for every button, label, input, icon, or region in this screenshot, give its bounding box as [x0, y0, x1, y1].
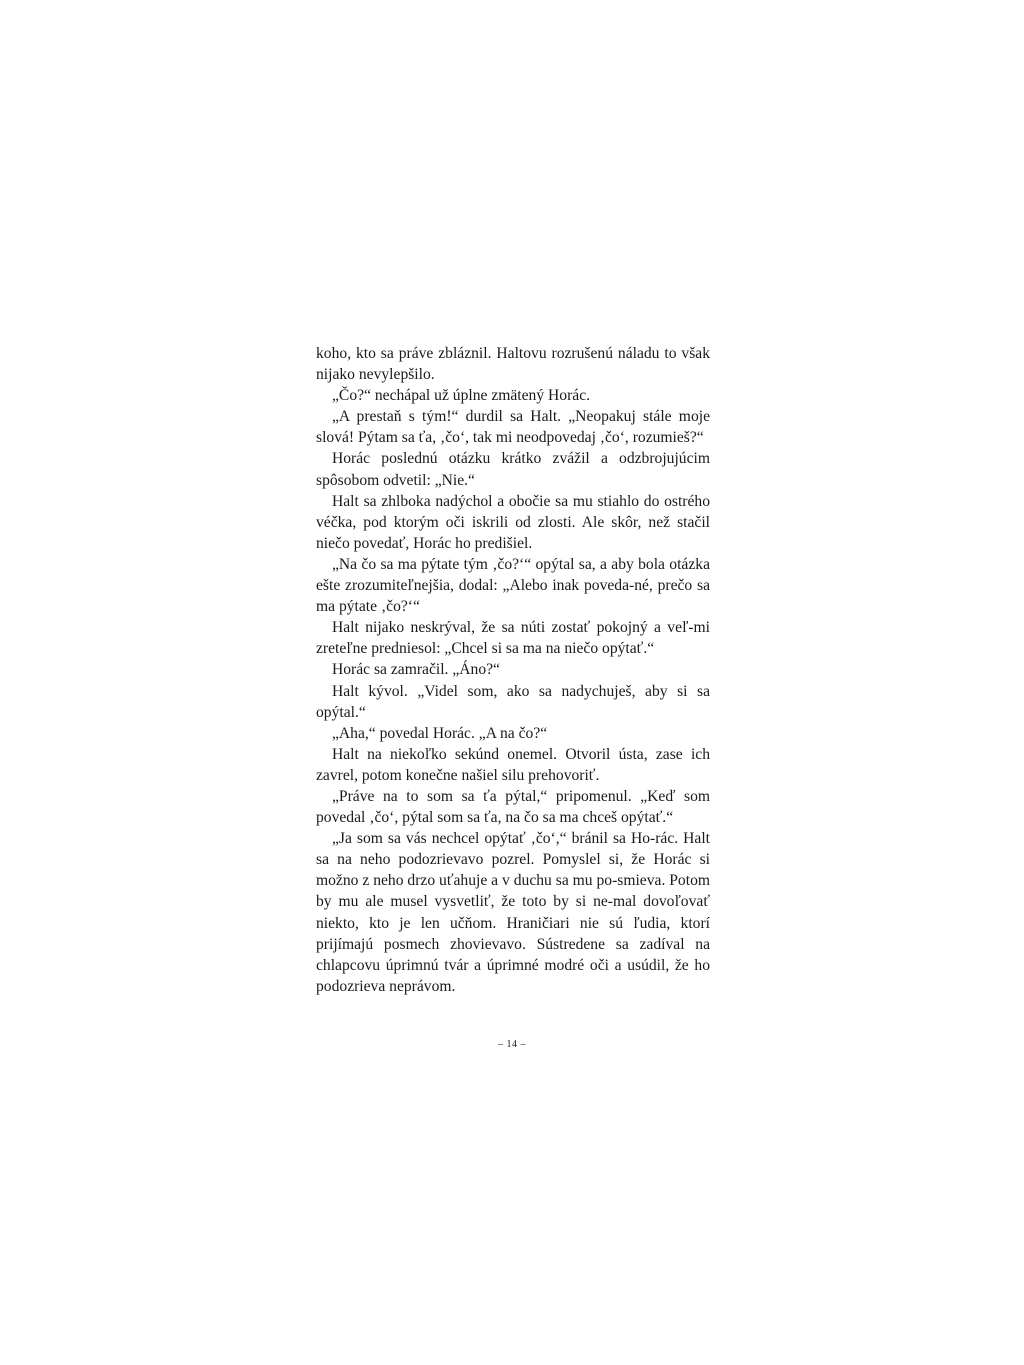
paragraph-12: „Práve na to som sa ťa pýtal,“ pripomenul. „Keď som povedal ‚čo‘, pýtal som sa ťa, na čo sa ma chceš opýtať.“ — [316, 787, 710, 827]
paragraph-7: Halt nijako neskrýval, že sa núti zostať pokojný a veľ-mi zreteľne predniesol: „Chcel si sa ma na niečo opýtať.“ — [316, 619, 710, 658]
paragraph-3: „A prestaň s tým!“ durdil sa Halt. „Neopakuj stále moje slová! Pýtam sa ťa, ‚čo‘, tak mi neodpovedaj ‚čo‘, rozumieš?“ — [316, 408, 710, 447]
paragraph-13: „Ja som sa vás nechcel opýtať ‚čo‘,“ bránil sa Ho-rác. Halt sa na neho podozrievavo pozrel. Pomyslel si, že Horác si možno z neho drzo uťahuje a v duchu sa mu po-smieva. Potom by mu ale musel vysvetliť, že toto by si ne-mal dovoľovať niekto, kto je len učňom. Hraničiari nie sú ľudia, ktorí prijímajú posmech zhovievavo. Sústredene sa zadíval na chlapcovu úprimnú tvár a úprimné modré oči a usúdil, že ho podozrieva neprávom. — [316, 830, 710, 995]
paragraph-2: „Čo?“ nechápal už úplne zmätený Horác. — [332, 387, 591, 405]
paragraph-8: Horác sa zamračil. „Áno?“ — [332, 661, 500, 679]
page-number: – 14 – — [498, 1039, 526, 1050]
paragraph-11: Halt na niekoľko sekúnd onemel. Otvoril ústa, zase ich zavrel, potom konečne našiel silu prehovoriť. — [316, 745, 710, 784]
paragraph-10: „Aha,“ povedal Horác. „A na čo?“ — [332, 724, 548, 742]
paragraph-6: „Na čo sa ma pýtate tým ‚čo?‘“ opýtal sa, a aby bola otázka ešte zrozumiteľnejšia, dodal: „Alebo inak poveda-né, prečo sa ma pýtate ‚čo?‘“ — [316, 555, 710, 616]
body-text — [316, 343, 710, 997]
paragraph-1: koho, kto sa práve zbláznil. Haltovu rozrušenú náladu to však nijako nevylepšilo. — [316, 345, 710, 384]
paragraph-4: Horác poslednú otázku krátko zvážil a odzbrojujúcim spôsobom odvetil: „Nie.“ — [316, 450, 710, 489]
paragraph-5: Halt sa zhlboka nadýchol a obočie sa mu stiahlo do ostrého véčka, pod ktorým oči iskrili od zlosti. Ale skôr, než stačil niečo povedať, Horác ho predišiel. — [316, 492, 710, 552]
paragraph-9: Halt kývol. „Videl som, ako sa nadychuješ, aby si sa opýtal.“ — [316, 682, 710, 721]
